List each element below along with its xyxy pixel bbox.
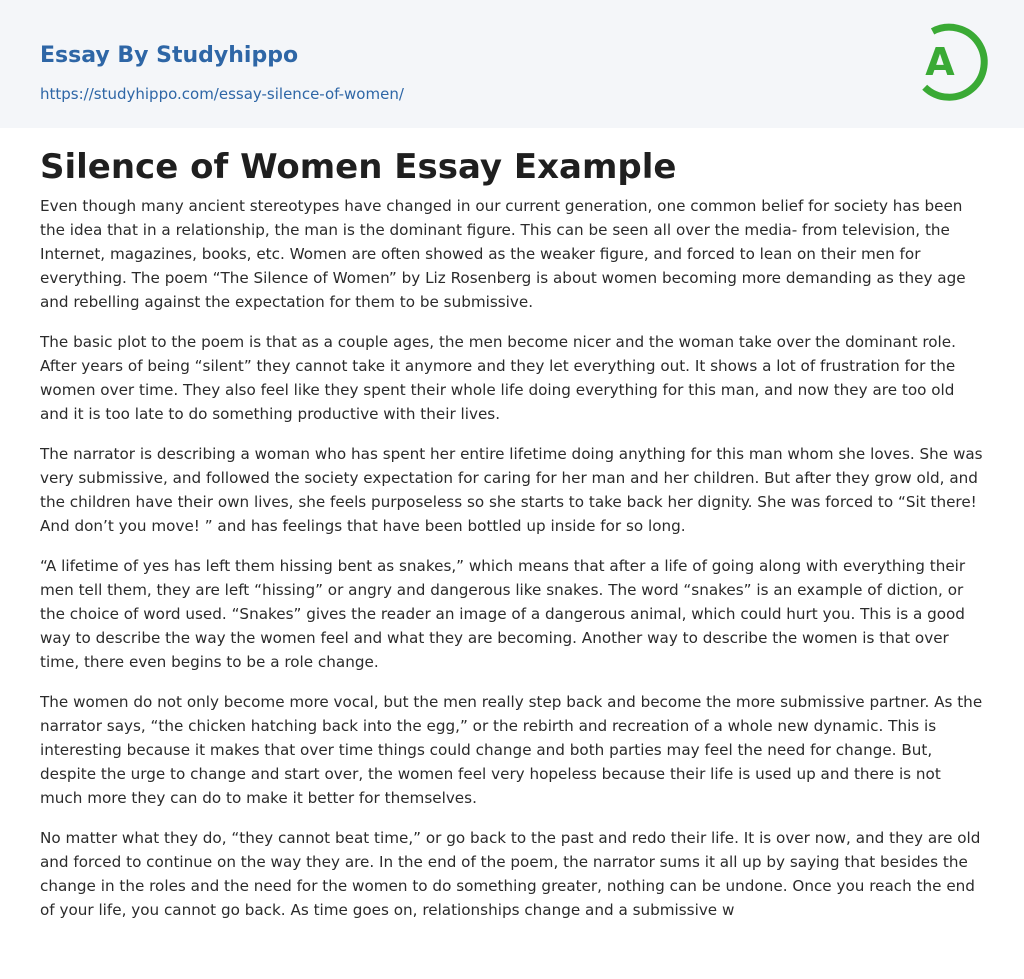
page-title: Silence of Women Essay Example xyxy=(40,147,677,187)
essay-paragraph: The narrator is describing a woman who has spent her entire lifetime doing anything for this man whom she loves. She was very submissive, and followed the society expectation for caring for her man and her children. But after they grow old, and the children have their own lives, she feels purposeless so she starts to take back her dignity. She was forced to “Sit there! And don’t you move! ” and has feelings that have been bottled up inside for so long. xyxy=(40,445,983,535)
essay-paragraph: “A lifetime of yes has left them hissing bent as snakes,” which means that after a life of going along with everything their men tell them, they are left “hissing” or angry and dangerous like snakes. The word “snakes” is an example of diction, or the choice of word used. “Snakes” gives the reader an image of a dangerous animal, which could hurt you. This is a good way to describe the way the women feel and what they are becoming. Another way to describe the women is that over time, there even begins to be a role change. xyxy=(40,557,966,671)
essay-paragraph: The basic plot to the poem is that as a couple ages, the men become nicer and the woman take over the dominant role. After years of being “silent” they cannot take it anymore and they let everything out. It shows a lot of frustration for the women over time. They also feel like they spent their whole life doing everything for this man, and now they are too old and it is too late to do something productive with their lives. xyxy=(40,333,956,423)
essay-paragraph: The women do not only become more vocal, but the men really step back and become the more submissive partner. As the narrator says, “the chicken hatching back into the egg,” or the rebirth and recreation of a whole new dynamic. This is interesting because it makes that over time things could change and both parties may feel the need for change. But, despite the urge to change and start over, the women feel very hopeless because their life is used up and there is not much more they can do to make it better for themselves. xyxy=(40,693,983,807)
studyhippo-logo-icon[interactable] xyxy=(910,18,990,108)
site-brand[interactable]: Essay By Studyhippo xyxy=(40,43,299,68)
logo-letter: A xyxy=(925,40,955,84)
essay-body xyxy=(40,194,986,924)
essay-paragraph: No matter what they do, “they cannot beat time,” or go back to the past and redo their life. It is over now, and they are old and forced to continue on the way they are. In the end of the poem, the narrator sums it all up by saying that besides the change in the roles and the need for the women to do something greater, nothing can be undone. Once you reach the end of your life, you cannot go back. As time goes on, relationships change and a submissive w xyxy=(40,829,981,919)
essay-paragraph: Even though many ancient stereotypes have changed in our current generation, one common belief for society has been the idea that in a relationship, the man is the dominant figure. This can be seen all over the media- from television, the Internet, magazines, books, etc. Women are often showed as the weaker figure, and forced to lean on their men for everything. The poem “The Silence of Women” by Liz Rosenberg is about women becoming more demanding as they age and rebelling against the expectation for them to be submissive. xyxy=(40,197,966,311)
site-header xyxy=(0,0,1024,128)
page-url-link[interactable]: https://studyhippo.com/essay-silence-of-women/ xyxy=(40,85,404,103)
